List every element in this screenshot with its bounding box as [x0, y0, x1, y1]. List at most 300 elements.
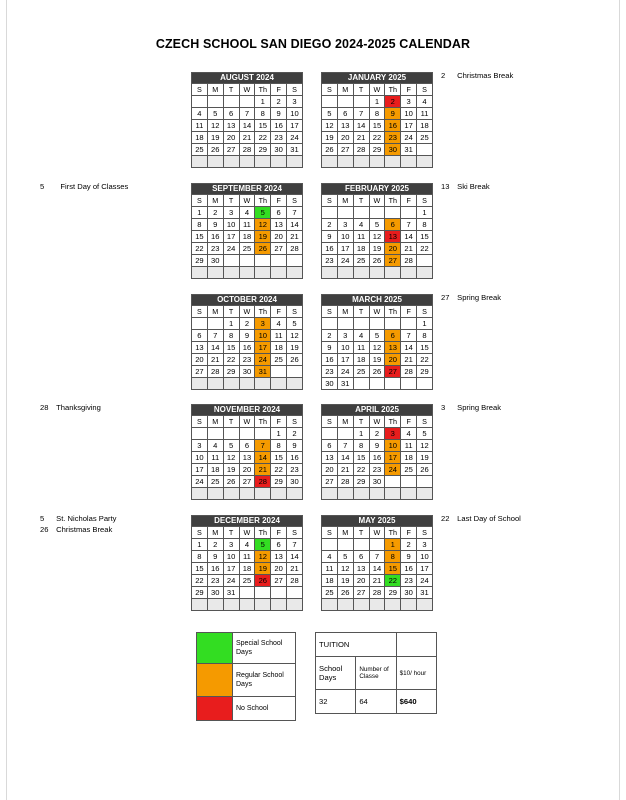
- calendar-day: [271, 599, 287, 611]
- calendar-day: 4: [353, 330, 369, 342]
- calendar-day: [353, 156, 369, 168]
- calendar-day: 29: [417, 366, 433, 378]
- calendar-day: [207, 428, 223, 440]
- day-of-week-header: W: [369, 416, 385, 428]
- calendar-day: 1: [192, 539, 208, 551]
- day-of-week-header: S: [322, 416, 338, 428]
- calendar-day: 10: [223, 219, 239, 231]
- day-of-week-header: M: [337, 416, 353, 428]
- day-of-week-header: T: [353, 416, 369, 428]
- calendar-day: [385, 267, 401, 279]
- calendar-day: 7: [369, 551, 385, 563]
- calendar-day: 8: [369, 108, 385, 120]
- calendar-day: 29: [192, 587, 208, 599]
- note-christmas-break-dec: 26 Christmas Break: [40, 525, 113, 534]
- calendar-day: 15: [271, 452, 287, 464]
- calendar-day: 21: [353, 132, 369, 144]
- calendar-day: 20: [337, 132, 353, 144]
- calendar-day: [401, 488, 417, 500]
- day-of-week-header: S: [287, 195, 303, 207]
- calendar-day: 17: [417, 563, 433, 575]
- calendar-day: 26: [322, 144, 338, 156]
- calendar-day: 12: [207, 120, 223, 132]
- calendar-day: 10: [255, 330, 271, 342]
- calendar-day: [255, 599, 271, 611]
- calendar-day: 7: [401, 219, 417, 231]
- calendar-day: [192, 156, 208, 168]
- calendar-day: 27: [271, 243, 287, 255]
- calendar-day: [271, 156, 287, 168]
- calendar-day: 28: [255, 476, 271, 488]
- day-of-week-header: W: [369, 84, 385, 96]
- calendar-day: 13: [385, 342, 401, 354]
- calendar-day: [255, 587, 271, 599]
- calendar-day: 6: [192, 330, 208, 342]
- calendar-day: 23: [385, 132, 401, 144]
- calendar-day: 21: [401, 354, 417, 366]
- calendar-day: 22: [255, 132, 271, 144]
- calendar-day: 27: [322, 476, 338, 488]
- calendar-day: 18: [239, 231, 255, 243]
- calendar-day: 19: [369, 354, 385, 366]
- calendar-day: 17: [337, 354, 353, 366]
- day-of-week-header: Th: [255, 306, 271, 318]
- calendar-day: [385, 318, 401, 330]
- day-of-week-header: S: [287, 84, 303, 96]
- calendar-day: [353, 318, 369, 330]
- day-of-week-header: Th: [255, 195, 271, 207]
- day-of-week-header: F: [401, 527, 417, 539]
- calendar-day: 25: [239, 575, 255, 587]
- calendar-day: [287, 587, 303, 599]
- calendar-day: 23: [239, 354, 255, 366]
- day-of-week-header: M: [337, 306, 353, 318]
- day-of-week-header: W: [239, 84, 255, 96]
- calendar-day: [255, 267, 271, 279]
- calendar-day: 13: [353, 563, 369, 575]
- calendar-day: 30: [207, 255, 223, 267]
- calendar-month: [321, 183, 433, 279]
- calendar-day: [353, 539, 369, 551]
- day-of-week-header: F: [271, 84, 287, 96]
- calendar-day: 18: [353, 243, 369, 255]
- calendar-day: 1: [369, 96, 385, 108]
- calendar-day: 22: [369, 132, 385, 144]
- day-of-week-header: W: [369, 527, 385, 539]
- day-of-week-header: W: [239, 195, 255, 207]
- calendar-day: 15: [255, 120, 271, 132]
- calendar-day: 30: [385, 144, 401, 156]
- calendar-day: [271, 378, 287, 390]
- calendar-day: 2: [322, 330, 338, 342]
- calendar-day: 2: [401, 539, 417, 551]
- calendar-day: 26: [287, 354, 303, 366]
- calendar-day: 5: [255, 207, 271, 219]
- calendar-day: 3: [223, 539, 239, 551]
- calendar-day: 6: [322, 440, 338, 452]
- calendar-day: 9: [322, 231, 338, 243]
- calendar-day: 14: [369, 563, 385, 575]
- calendar-day: 31: [255, 366, 271, 378]
- calendar-day: [239, 488, 255, 500]
- calendar-day: 22: [192, 575, 208, 587]
- legend-swatch-regular: [197, 664, 233, 697]
- calendar-day: 26: [207, 144, 223, 156]
- calendar-day: 5: [322, 108, 338, 120]
- calendar-day: 22: [353, 464, 369, 476]
- calendar-day: 26: [369, 366, 385, 378]
- calendar-day: 17: [337, 243, 353, 255]
- calendar-day: [417, 476, 433, 488]
- day-of-week-header: W: [239, 416, 255, 428]
- calendar-day: [401, 378, 417, 390]
- calendar-day: 28: [287, 575, 303, 587]
- calendar-day: [271, 587, 287, 599]
- calendar-day: 18: [239, 563, 255, 575]
- calendar-day: 12: [369, 231, 385, 243]
- calendar-day: 5: [369, 219, 385, 231]
- calendar-day: 24: [401, 132, 417, 144]
- calendar-day: 11: [322, 563, 338, 575]
- day-of-week-header: S: [417, 416, 433, 428]
- calendar-day: 24: [337, 255, 353, 267]
- calendar-day: 15: [223, 342, 239, 354]
- calendar-day: 19: [369, 243, 385, 255]
- day-of-week-header: S: [192, 195, 208, 207]
- calendar-day: [337, 96, 353, 108]
- note-christmas-break-jan: 2 Christmas Break: [441, 71, 514, 80]
- calendar-day: [353, 599, 369, 611]
- calendar-day: 21: [401, 243, 417, 255]
- calendar-day: 16: [239, 342, 255, 354]
- tuition-rate-label: $10/ hour: [396, 657, 436, 690]
- calendar-day: 14: [287, 219, 303, 231]
- calendar-day: 12: [337, 563, 353, 575]
- calendar-day: 10: [337, 231, 353, 243]
- calendar-day: 21: [369, 575, 385, 587]
- day-of-week-header: M: [337, 195, 353, 207]
- calendar-day: 4: [192, 108, 208, 120]
- calendar-day: 24: [385, 464, 401, 476]
- calendar-day: [337, 428, 353, 440]
- calendar-day: [417, 144, 433, 156]
- calendar-day: [239, 587, 255, 599]
- calendar-day: 29: [385, 587, 401, 599]
- calendar-month: [191, 72, 303, 168]
- calendar-day: 25: [271, 354, 287, 366]
- day-of-week-header: M: [207, 306, 223, 318]
- calendar-day: 2: [369, 428, 385, 440]
- calendar-day: 14: [287, 551, 303, 563]
- calendar-day: 15: [385, 563, 401, 575]
- calendar-month: [191, 294, 303, 390]
- calendar-day: 21: [287, 231, 303, 243]
- note-spring-break-apr: 3 Spring Break: [441, 403, 502, 412]
- calendar-month: [321, 72, 433, 168]
- calendar-day: 3: [255, 318, 271, 330]
- calendar-day: 13: [271, 551, 287, 563]
- calendar-day: 12: [369, 342, 385, 354]
- calendar-day: [353, 207, 369, 219]
- calendar-month: [321, 404, 433, 500]
- calendar-day: 25: [353, 255, 369, 267]
- calendar-day: 27: [223, 144, 239, 156]
- day-of-week-header: F: [271, 306, 287, 318]
- calendar-day: 14: [353, 120, 369, 132]
- calendar-day: 22: [385, 575, 401, 587]
- calendar-day: [401, 318, 417, 330]
- calendar-day: [385, 599, 401, 611]
- day-of-week-header: S: [192, 306, 208, 318]
- calendar-day: 27: [337, 144, 353, 156]
- calendar-day: 2: [385, 96, 401, 108]
- calendar-day: [255, 488, 271, 500]
- calendar-day: 13: [271, 219, 287, 231]
- calendar-day: 29: [353, 476, 369, 488]
- calendar-day: 3: [401, 96, 417, 108]
- calendar-day: [337, 267, 353, 279]
- day-of-week-header: T: [353, 527, 369, 539]
- calendar-day: [337, 599, 353, 611]
- calendar-day: 18: [353, 354, 369, 366]
- calendar-day: [223, 378, 239, 390]
- calendar-day: [223, 96, 239, 108]
- calendar-day: [417, 488, 433, 500]
- day-of-week-header: T: [353, 195, 369, 207]
- calendar-day: [223, 599, 239, 611]
- day-of-week-header: F: [271, 416, 287, 428]
- calendar-day: 21: [287, 563, 303, 575]
- calendar-day: [192, 599, 208, 611]
- calendar-day: 6: [385, 219, 401, 231]
- calendar-day: 28: [401, 255, 417, 267]
- day-of-week-header: S: [322, 527, 338, 539]
- calendar-day: 30: [271, 144, 287, 156]
- month-title: JANUARY 2025: [322, 73, 433, 84]
- calendar-day: 1: [385, 539, 401, 551]
- calendar-day: 17: [255, 342, 271, 354]
- calendar-day: [337, 488, 353, 500]
- legend-label-no-school: No School: [233, 697, 296, 721]
- calendar-day: 17: [192, 464, 208, 476]
- day-of-week-header: S: [322, 195, 338, 207]
- calendar-day: 12: [417, 440, 433, 452]
- calendar-day: 16: [369, 452, 385, 464]
- calendar-day: [271, 488, 287, 500]
- calendar-day: 28: [369, 587, 385, 599]
- day-of-week-header: S: [417, 527, 433, 539]
- calendar-day: 19: [255, 563, 271, 575]
- calendar-month: [191, 183, 303, 279]
- calendar-day: 1: [353, 428, 369, 440]
- calendar-day: [385, 207, 401, 219]
- month-title: SEPTEMBER 2024: [192, 184, 303, 195]
- calendar-day: 4: [401, 428, 417, 440]
- calendar-day: 8: [385, 551, 401, 563]
- day-of-week-header: Th: [385, 195, 401, 207]
- calendar-day: 20: [353, 575, 369, 587]
- calendar-day: [192, 96, 208, 108]
- calendar-day: 9: [239, 330, 255, 342]
- calendar-day: 4: [353, 219, 369, 231]
- calendar-day: 16: [401, 563, 417, 575]
- calendar-day: 12: [255, 219, 271, 231]
- calendar-day: 26: [255, 575, 271, 587]
- calendar-day: 30: [287, 476, 303, 488]
- calendar-day: 21: [337, 464, 353, 476]
- day-of-week-header: S: [192, 416, 208, 428]
- calendar-day: 21: [255, 464, 271, 476]
- calendar-day: [239, 267, 255, 279]
- day-of-week-header: S: [322, 306, 338, 318]
- calendar-day: [322, 428, 338, 440]
- calendar-day: 13: [239, 452, 255, 464]
- day-of-week-header: M: [207, 416, 223, 428]
- month-title: AUGUST 2024: [192, 73, 303, 84]
- calendar-day: [271, 366, 287, 378]
- calendar-day: [322, 96, 338, 108]
- calendar-day: 6: [385, 330, 401, 342]
- calendar-day: 3: [337, 330, 353, 342]
- calendar-month: [321, 515, 433, 611]
- calendar-day: 25: [207, 476, 223, 488]
- calendar-day: 6: [337, 108, 353, 120]
- month-title: FEBRUARY 2025: [322, 184, 433, 195]
- calendar-day: 4: [239, 539, 255, 551]
- calendar-day: 10: [417, 551, 433, 563]
- calendar-day: [271, 255, 287, 267]
- calendar-day: 22: [417, 243, 433, 255]
- calendar-day: 29: [255, 144, 271, 156]
- calendar-day: [353, 378, 369, 390]
- calendar-day: 26: [369, 255, 385, 267]
- calendar-day: 7: [337, 440, 353, 452]
- calendar-day: 5: [417, 428, 433, 440]
- calendar-day: 16: [322, 243, 338, 255]
- calendar-day: 15: [353, 452, 369, 464]
- calendar-day: 10: [385, 440, 401, 452]
- calendar-day: [337, 539, 353, 551]
- calendar-day: 18: [192, 132, 208, 144]
- calendar-day: 11: [271, 330, 287, 342]
- calendar-day: [287, 378, 303, 390]
- calendar-day: 24: [192, 476, 208, 488]
- calendar-day: 24: [223, 243, 239, 255]
- calendar-day: 13: [223, 120, 239, 132]
- calendar-day: 1: [417, 207, 433, 219]
- calendar-day: 16: [207, 563, 223, 575]
- calendar-day: [192, 428, 208, 440]
- calendar-day: 23: [322, 366, 338, 378]
- calendar-day: 2: [239, 318, 255, 330]
- calendar-day: 18: [417, 120, 433, 132]
- calendar-day: [287, 488, 303, 500]
- calendar-day: 24: [287, 132, 303, 144]
- calendar-day: 20: [385, 243, 401, 255]
- calendar-day: 12: [287, 330, 303, 342]
- calendar-day: 30: [207, 587, 223, 599]
- calendar-day: 26: [255, 243, 271, 255]
- calendar-day: 5: [255, 539, 271, 551]
- calendar-day: 16: [271, 120, 287, 132]
- calendar-day: 21: [239, 132, 255, 144]
- calendar-day: [287, 255, 303, 267]
- calendar-day: 8: [271, 440, 287, 452]
- calendar-day: 12: [322, 120, 338, 132]
- calendar-day: 3: [192, 440, 208, 452]
- day-of-week-header: W: [369, 195, 385, 207]
- calendar-day: 2: [207, 207, 223, 219]
- day-of-week-header: Th: [255, 527, 271, 539]
- calendar-day: 18: [322, 575, 338, 587]
- calendar-day: 31: [223, 587, 239, 599]
- calendar-day: 28: [353, 144, 369, 156]
- calendar-day: 8: [192, 551, 208, 563]
- month-title: MAY 2025: [322, 516, 433, 527]
- day-of-week-header: T: [353, 306, 369, 318]
- calendar-day: 14: [337, 452, 353, 464]
- calendar-day: 7: [287, 207, 303, 219]
- calendar-day: 5: [337, 551, 353, 563]
- day-of-week-header: F: [271, 527, 287, 539]
- calendar-day: 28: [337, 476, 353, 488]
- calendar-day: 17: [223, 231, 239, 243]
- calendar-day: 25: [192, 144, 208, 156]
- calendar-day: 1: [223, 318, 239, 330]
- calendar-day: 30: [401, 587, 417, 599]
- calendar-day: 4: [322, 551, 338, 563]
- day-of-week-header: T: [223, 195, 239, 207]
- calendar-day: [207, 599, 223, 611]
- calendar-day: 12: [223, 452, 239, 464]
- calendar-day: 3: [337, 219, 353, 231]
- calendar-day: 7: [239, 108, 255, 120]
- calendar-day: [385, 378, 401, 390]
- calendar-day: 13: [385, 231, 401, 243]
- calendar-day: 2: [271, 96, 287, 108]
- calendar-day: [385, 156, 401, 168]
- calendar-day: 23: [271, 132, 287, 144]
- calendar-day: [417, 255, 433, 267]
- calendar-day: 9: [207, 551, 223, 563]
- calendar-day: 14: [239, 120, 255, 132]
- calendar-day: [287, 599, 303, 611]
- calendar-day: 27: [353, 587, 369, 599]
- calendar-day: [401, 476, 417, 488]
- calendar-day: 6: [271, 539, 287, 551]
- calendar-day: 16: [385, 120, 401, 132]
- calendar-day: 18: [401, 452, 417, 464]
- day-of-week-header: S: [192, 527, 208, 539]
- calendar-day: 7: [401, 330, 417, 342]
- tuition-table: [315, 632, 437, 714]
- calendar-day: [287, 156, 303, 168]
- tuition-classes-value: 64: [356, 690, 396, 714]
- calendar-day: 27: [239, 476, 255, 488]
- calendar-day: 16: [207, 231, 223, 243]
- calendar-day: [322, 539, 338, 551]
- calendar-day: 4: [239, 207, 255, 219]
- calendar-day: 30: [369, 476, 385, 488]
- day-of-week-header: S: [322, 84, 338, 96]
- calendar-day: 22: [271, 464, 287, 476]
- calendar-day: 15: [369, 120, 385, 132]
- calendar-month: [191, 515, 303, 611]
- day-of-week-header: S: [417, 306, 433, 318]
- calendar-day: 22: [223, 354, 239, 366]
- calendar-day: 8: [255, 108, 271, 120]
- calendar-day: 29: [369, 144, 385, 156]
